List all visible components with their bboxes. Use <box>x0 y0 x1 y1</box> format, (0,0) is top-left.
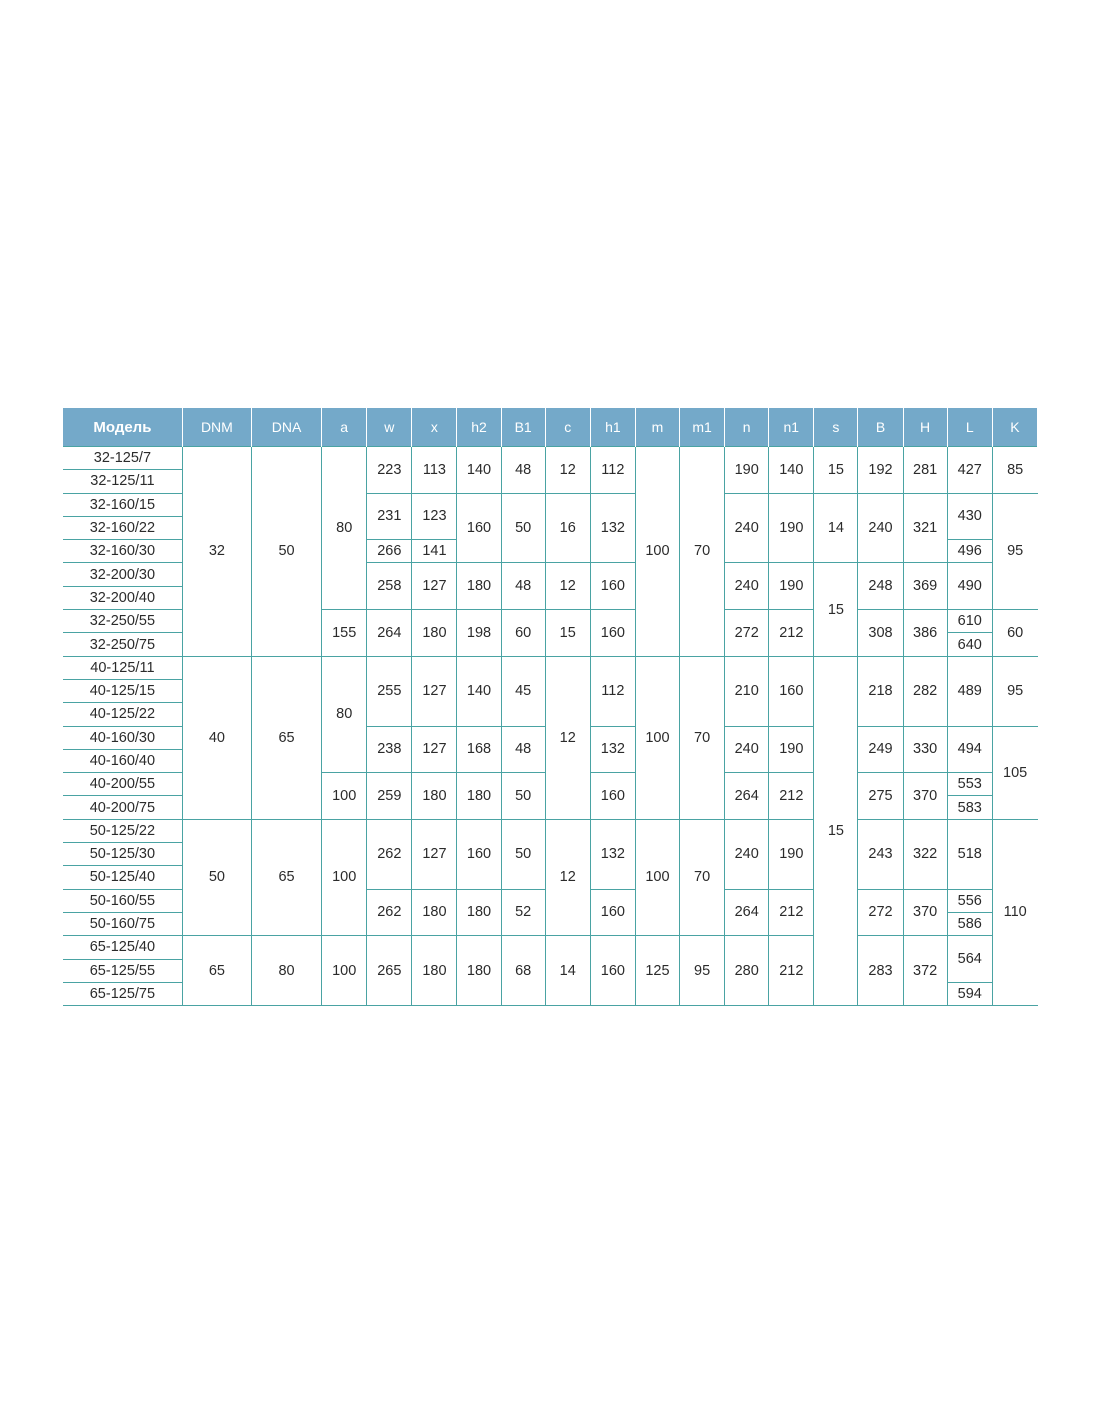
b1-cell: 50 <box>501 493 545 563</box>
m-cell: 100 <box>635 819 679 935</box>
h1-cell: 112 <box>590 447 635 494</box>
model-cell: 32-125/11 <box>63 470 182 493</box>
b-cell: 249 <box>858 726 903 773</box>
h1-cell: 132 <box>590 819 635 889</box>
header-a: a <box>322 408 367 447</box>
h2-cell: 140 <box>457 656 501 726</box>
l-cell: 583 <box>947 796 992 819</box>
model-cell: 65-125/75 <box>63 982 182 1005</box>
h1-cell: 160 <box>590 889 635 936</box>
header-h2: h2 <box>457 408 501 447</box>
model-cell: 40-125/11 <box>63 656 182 679</box>
b1-cell: 48 <box>501 563 545 610</box>
header-model: Модель <box>63 408 182 447</box>
b-cell: 275 <box>858 773 903 820</box>
b1-cell: 48 <box>501 726 545 773</box>
model-cell: 32-160/22 <box>63 516 182 539</box>
n-cell: 240 <box>725 563 769 610</box>
model-cell: 32-200/30 <box>63 563 182 586</box>
table-row <box>63 936 1038 959</box>
w-cell: 265 <box>367 936 412 1006</box>
m1-cell: 70 <box>680 447 725 657</box>
b1-cell: 48 <box>501 447 545 494</box>
dnm-cell: 65 <box>182 936 251 1006</box>
k-cell: 95 <box>992 493 1037 609</box>
model-cell: 40-160/30 <box>63 726 182 749</box>
table-row <box>63 656 1038 679</box>
n1-cell: 190 <box>769 563 814 610</box>
l-cell: 490 <box>947 563 992 610</box>
h2-cell: 168 <box>457 726 501 773</box>
m1-cell: 95 <box>680 936 725 1006</box>
a-cell: 100 <box>322 819 367 935</box>
header-n: n <box>725 408 769 447</box>
dnm-cell: 32 <box>182 447 251 657</box>
a-cell: 80 <box>322 656 367 772</box>
n1-cell: 212 <box>769 936 814 1006</box>
c-cell: 15 <box>545 610 590 657</box>
l-cell: 518 <box>947 819 992 889</box>
n1-cell: 140 <box>769 447 814 494</box>
w-cell: 255 <box>367 656 412 726</box>
a-cell: 100 <box>322 936 367 1006</box>
w-cell: 223 <box>367 447 412 494</box>
h1-cell: 112 <box>590 656 635 726</box>
header-c: c <box>545 408 590 447</box>
header-h: H <box>903 408 947 447</box>
b-cell: 283 <box>858 936 903 1006</box>
model-cell: 65-125/40 <box>63 936 182 959</box>
n-cell: 240 <box>725 493 769 563</box>
b-cell: 248 <box>858 563 903 610</box>
w-cell: 262 <box>367 889 412 936</box>
x-cell: 180 <box>412 773 457 820</box>
model-cell: 32-125/7 <box>63 447 182 470</box>
a-cell: 80 <box>322 447 367 610</box>
header-x: x <box>412 408 457 447</box>
model-cell: 32-160/30 <box>63 540 182 563</box>
n1-cell: 190 <box>769 726 814 773</box>
s-cell: 15 <box>814 447 858 494</box>
b-cell: 192 <box>858 447 903 494</box>
s-cell: 15 <box>814 563 858 656</box>
c-cell: 12 <box>545 447 590 494</box>
table-row <box>63 447 1038 470</box>
dna-cell: 50 <box>251 447 321 657</box>
k-cell: 105 <box>992 726 1037 819</box>
c-cell: 12 <box>545 563 590 610</box>
h2-cell: 160 <box>457 493 501 563</box>
k-cell: 95 <box>992 656 1037 726</box>
model-cell: 32-250/55 <box>63 610 182 633</box>
b-cell: 272 <box>858 889 903 936</box>
l-cell: 430 <box>947 493 992 540</box>
h1-cell: 160 <box>590 610 635 657</box>
h1-cell: 132 <box>590 493 635 563</box>
header-b1: B1 <box>501 408 545 447</box>
x-cell: 180 <box>412 889 457 936</box>
header-w: w <box>367 408 412 447</box>
model-cell: 50-160/55 <box>63 889 182 912</box>
model-cell: 40-200/55 <box>63 773 182 796</box>
x-cell: 180 <box>412 936 457 1006</box>
l-cell: 553 <box>947 773 992 796</box>
b1-cell: 50 <box>501 819 545 889</box>
h-cell: 330 <box>903 726 947 773</box>
b-cell: 308 <box>858 610 903 657</box>
b1-cell: 60 <box>501 610 545 657</box>
l-cell: 427 <box>947 447 992 494</box>
model-cell: 32-250/75 <box>63 633 182 656</box>
n-cell: 240 <box>725 819 769 889</box>
n1-cell: 190 <box>769 819 814 889</box>
s-cell: 14 <box>814 493 858 563</box>
c-cell: 12 <box>545 819 590 935</box>
x-cell: 127 <box>412 726 457 773</box>
header-l: L <box>947 408 992 447</box>
n1-cell: 160 <box>769 656 814 726</box>
model-cell: 50-125/40 <box>63 866 182 889</box>
header-m: m <box>635 408 679 447</box>
dimensions-table <box>63 408 1038 1006</box>
header-dna: DNA <box>251 408 321 447</box>
dna-cell: 65 <box>251 819 321 935</box>
h-cell: 321 <box>903 493 947 563</box>
n-cell: 190 <box>725 447 769 494</box>
n-cell: 280 <box>725 936 769 1006</box>
x-cell: 141 <box>412 540 457 563</box>
l-cell: 610 <box>947 610 992 633</box>
l-cell: 556 <box>947 889 992 912</box>
x-cell: 127 <box>412 819 457 889</box>
k-cell: 110 <box>992 819 1037 1005</box>
model-cell: 50-160/75 <box>63 912 182 935</box>
h2-cell: 140 <box>457 447 501 494</box>
m-cell: 125 <box>635 936 679 1006</box>
header-s: s <box>814 408 858 447</box>
h2-cell: 198 <box>457 610 501 657</box>
w-cell: 262 <box>367 819 412 889</box>
header-m1: m1 <box>680 408 725 447</box>
header-b: B <box>858 408 903 447</box>
dna-cell: 65 <box>251 656 321 819</box>
h1-cell: 160 <box>590 773 635 820</box>
n1-cell: 212 <box>769 889 814 936</box>
b1-cell: 50 <box>501 773 545 820</box>
a-cell: 155 <box>322 610 367 657</box>
l-cell: 594 <box>947 982 992 1005</box>
n1-cell: 212 <box>769 773 814 820</box>
x-cell: 127 <box>412 563 457 610</box>
model-cell: 65-125/55 <box>63 959 182 982</box>
table-row <box>63 819 1038 842</box>
s-cell: 15 <box>814 656 858 1005</box>
model-cell: 40-125/15 <box>63 679 182 702</box>
m1-cell: 70 <box>680 656 725 819</box>
n-cell: 264 <box>725 773 769 820</box>
h2-cell: 160 <box>457 819 501 889</box>
x-cell: 113 <box>412 447 457 494</box>
h-cell: 322 <box>903 819 947 889</box>
n1-cell: 190 <box>769 493 814 563</box>
model-cell: 50-125/22 <box>63 819 182 842</box>
h2-cell: 180 <box>457 563 501 610</box>
dnm-cell: 50 <box>182 819 251 935</box>
h-cell: 370 <box>903 773 947 820</box>
model-cell: 32-160/15 <box>63 493 182 516</box>
x-cell: 127 <box>412 656 457 726</box>
c-cell: 14 <box>545 936 590 1006</box>
k-cell: 85 <box>992 447 1037 494</box>
b-cell: 243 <box>858 819 903 889</box>
x-cell: 180 <box>412 610 457 657</box>
l-cell: 564 <box>947 936 992 983</box>
b1-cell: 52 <box>501 889 545 936</box>
header-dnm: DNM <box>182 408 251 447</box>
model-cell: 40-160/40 <box>63 749 182 772</box>
n-cell: 240 <box>725 726 769 773</box>
w-cell: 231 <box>367 493 412 540</box>
c-cell: 16 <box>545 493 590 563</box>
model-cell: 40-125/22 <box>63 703 182 726</box>
x-cell: 123 <box>412 493 457 540</box>
model-cell: 50-125/30 <box>63 843 182 866</box>
k-cell: 60 <box>992 610 1037 657</box>
header-h1: h1 <box>590 408 635 447</box>
w-cell: 258 <box>367 563 412 610</box>
w-cell: 264 <box>367 610 412 657</box>
m1-cell: 70 <box>680 819 725 935</box>
model-cell: 40-200/75 <box>63 796 182 819</box>
h-cell: 372 <box>903 936 947 1006</box>
b1-cell: 68 <box>501 936 545 1006</box>
a-cell: 100 <box>322 773 367 820</box>
h-cell: 281 <box>903 447 947 494</box>
h-cell: 386 <box>903 610 947 657</box>
n-cell: 264 <box>725 889 769 936</box>
header-row <box>63 408 1038 447</box>
b-cell: 218 <box>858 656 903 726</box>
dna-cell: 80 <box>251 936 321 1006</box>
c-cell: 12 <box>545 656 590 819</box>
h2-cell: 180 <box>457 936 501 1006</box>
h-cell: 282 <box>903 656 947 726</box>
n1-cell: 212 <box>769 610 814 657</box>
w-cell: 266 <box>367 540 412 563</box>
h1-cell: 132 <box>590 726 635 773</box>
l-cell: 494 <box>947 726 992 773</box>
h2-cell: 180 <box>457 773 501 820</box>
n-cell: 272 <box>725 610 769 657</box>
h2-cell: 180 <box>457 889 501 936</box>
l-cell: 489 <box>947 656 992 726</box>
w-cell: 259 <box>367 773 412 820</box>
w-cell: 238 <box>367 726 412 773</box>
m-cell: 100 <box>635 656 679 819</box>
b1-cell: 45 <box>501 656 545 726</box>
l-cell: 640 <box>947 633 992 656</box>
n-cell: 210 <box>725 656 769 726</box>
h1-cell: 160 <box>590 563 635 610</box>
header-n1: n1 <box>769 408 814 447</box>
h-cell: 369 <box>903 563 947 610</box>
b-cell: 240 <box>858 493 903 563</box>
header-k: K <box>992 408 1037 447</box>
l-cell: 586 <box>947 912 992 935</box>
m-cell: 100 <box>635 447 679 657</box>
l-cell: 496 <box>947 540 992 563</box>
h-cell: 370 <box>903 889 947 936</box>
dnm-cell: 40 <box>182 656 251 819</box>
h1-cell: 160 <box>590 936 635 1006</box>
model-cell: 32-200/40 <box>63 586 182 609</box>
